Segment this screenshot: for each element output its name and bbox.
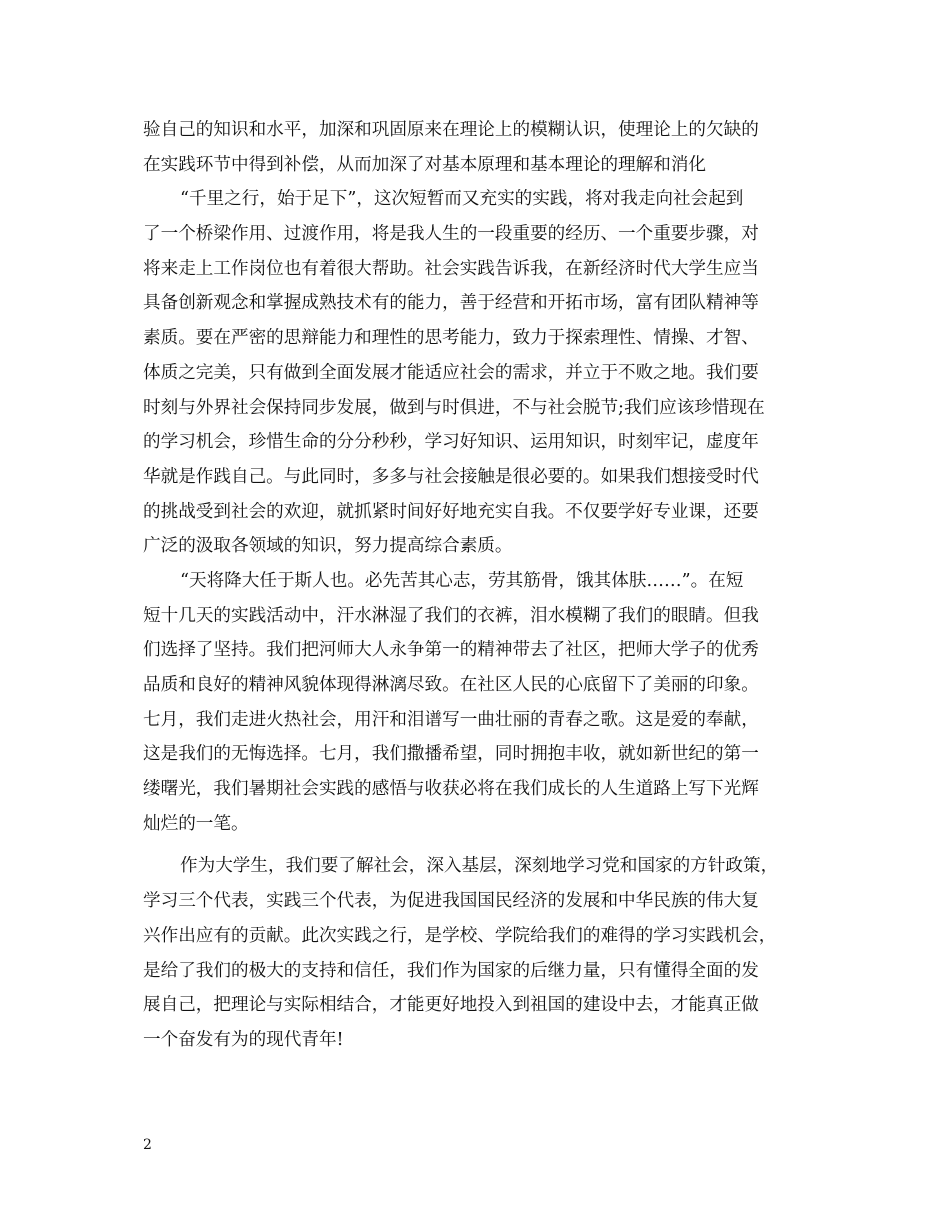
text-line: 是给了我们的极大的支持和信任，我们作为国家的后继力量，只有懂得全面的发 bbox=[143, 960, 759, 981]
text-line: 作为大学生，我们要了解社会，深入基层，深刻地学习党和国家的方针政策， bbox=[180, 856, 779, 877]
text-line: “天将降大任于斯人也。必先苦其心志，劳其筋骨，饿其体肤……”。在短 bbox=[180, 570, 744, 591]
text-line: 素质。要在严密的思辩能力和理性的思考能力，致力于探索理性、情操、才智、 bbox=[143, 328, 759, 349]
text-line: 七月，我们走进火热社会，用汗和泪谱写一曲壮丽的青春之歌。这是爱的奉献， bbox=[143, 709, 759, 730]
paragraph-continuation bbox=[143, 113, 823, 182]
text-line: 们选择了坚持。我们把河师大人永争第一的精神带去了社区，把师大学子的优秀 bbox=[143, 640, 759, 661]
paragraph-tianjiang bbox=[143, 564, 823, 842]
text-line: 兴作出应有的贡献。此次实践之行，是学校、学院给我们的难得的学习实践机会， bbox=[143, 925, 777, 946]
text-line: 学习三个代表，实践三个代表，为促进我国国民经济的发展和中华民族的伟大复 bbox=[143, 891, 759, 912]
text-line: 展自己，把理论与实际相结合，才能更好地投入到祖国的建设中去，才能真正做 bbox=[143, 995, 759, 1016]
text-line: 将来走上工作岗位也有着很大帮助。社会实践告诉我，在新经济时代大学生应当 bbox=[143, 258, 759, 279]
text-line: 短十几天的实践活动中，汗水淋湿了我们的衣裤，泪水模糊了我们的眼睛。但我 bbox=[143, 605, 759, 626]
text-line: 灿烂的一笔。 bbox=[143, 813, 249, 834]
text-line: 具备创新观念和掌握成熟技术有的能力，善于经营和开拓市场，富有团队精神等 bbox=[143, 293, 759, 314]
paragraph-qianli bbox=[143, 182, 823, 564]
text-line: “千里之行，始于足下”，这次短暂而又充实的实践，将对我走向社会起到 bbox=[180, 189, 744, 210]
text-line: 在实践环节中得到补偿，从而加深了对基本原理和基本理论的理解和消化 bbox=[143, 154, 707, 175]
text-line: 了一个桥梁作用、过渡作用，将是我人生的一段重要的经历、一个重要步骤，对 bbox=[143, 224, 759, 245]
text-line: 时刻与外界社会保持同步发展，做到与时俱进，不与社会脱节;我们应该珍惜现在 bbox=[143, 397, 765, 418]
text-line: 缕曙光，我们暑期社会实践的感悟与收获必将在我们成长的人生道路上写下光辉 bbox=[143, 779, 759, 800]
text-line: 这是我们的无悔选择。七月，我们撒播希望，同时拥抱丰收，就如新世纪的第一 bbox=[143, 744, 759, 765]
text-line: 一个奋发有为的现代青年! bbox=[143, 1029, 344, 1050]
text-line: 体质之完美，只有做到全面发展才能适应社会的需求，并立于不败之地。我们要 bbox=[143, 362, 759, 383]
paragraph-spacer bbox=[143, 841, 823, 849]
text-line: 的挑战受到社会的欢迎，就抓紧时间好好地充实自我。不仅要学好专业课，还要 bbox=[143, 501, 759, 522]
text-line: 广泛的汲取各领域的知识，努力提高综合素质。 bbox=[143, 536, 513, 557]
document-body bbox=[143, 113, 823, 1058]
page-number: 2 bbox=[143, 1137, 152, 1153]
text-line: 华就是作践自己。与此同时，多多与社会接触是很必要的。如果我们想接受时代 bbox=[143, 466, 759, 487]
text-line: 的学习机会，珍惜生命的分分秒秒，学习好知识、运用知识，时刻牢记，虚度年 bbox=[143, 432, 759, 453]
text-line: 验自己的知识和水平，加深和巩固原来在理论上的模糊认识，使理论上的欠缺的 bbox=[143, 120, 759, 140]
text-line: 品质和良好的精神风貌体现得淋漓尽致。在社区人民的心底留下了美丽的印象。 bbox=[143, 675, 759, 695]
paragraph-daxuesheng bbox=[143, 849, 823, 1057]
